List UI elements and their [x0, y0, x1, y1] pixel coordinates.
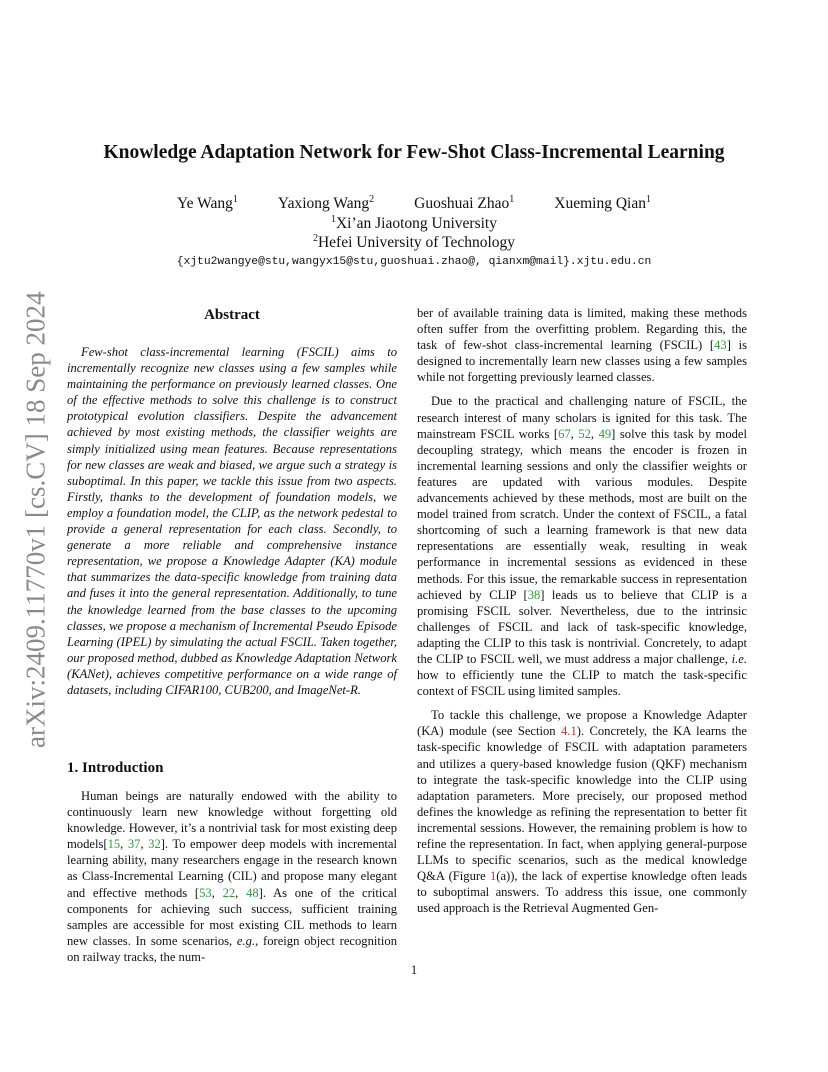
- author-emails: {xjtu2wangye@stu,wangyx15@stu,guoshuai.zhao@, qianxm@mail}.xjtu.edu.cn: [176, 256, 652, 268]
- introduction-text: [67, 788, 397, 965]
- paragraph: ber of available training data is limited, making these methods often suffer from the overfitting problem. Regarding this, the task of few-shot class-incremental learning (FSCIL) [43] is designed to incrementally learn new classes using a few samples while not forgetting previously learned classes.: [417, 306, 747, 385]
- paragraph: Due to the practical and challenging nature of FSCIL, the research interest of many scholars is ignited for this task. The mainstream FSCIL works [67, 52, 49] solve this task by model decoupling strategy, which means the encoder is frozen in incremental learning sessions and only the classifier weights or features are updated with various modules. Despite advancements achieved by these methods, most are built on the model trained from scratch. Under the context of FSCIL, a fatal shortcoming of such a learning framework is that new data representations are essentially weak, resulting in weak performance in incremental sessions as evidenced in these methods. For this issue, the remarkable success in representation achieved by CLIP [38] leads us to believe that CLIP is a promising FSCIL solver. Nevertheless, due to the intrinsic challenges of FSCIL and lack of task-specific knowledge, adapting the CLIP to this task is nontrivial. Concretely, to adapt the CLIP to FSCIL well, we must address a major challenge, i.e. how to efficiently tune the CLIP to match the task-specific context of FSCIL using limited samples.: [417, 394, 748, 699]
- citation-link[interactable]: 53: [199, 885, 212, 900]
- introduction-heading: 1. Introduction: [67, 760, 164, 776]
- citation-link[interactable]: 15: [107, 837, 121, 852]
- affiliation: $^2$Hefei University of Technology: [312, 233, 516, 252]
- citation-link[interactable]: 38: [527, 587, 541, 602]
- author: Ye Wang$^1$: [177, 194, 238, 213]
- abstract-heading: Abstract: [204, 307, 260, 323]
- right-column-text: [417, 305, 747, 916]
- paragraph: To tackle this challenge, we propose a Knowledge Adapter (KA) module (see Section 4.1). Concretely, the KA learns the task-specific knowledge of FSCIL with adaptation parameters and utilizes a query-based knowledge fusion (QKF) mechanism to integrate the task-specific knowledge into the CLIP using adaptation parameters. More precisely, our proposed method defines the knowledge as refining the representation to better fit incremental sessions. However, the remaining problem is how to refine the representation. In fact, when applying general-purpose LLMs to specific scenarios, such as the medical knowledge Q&A (Figure 1(a)), the lack of expertise knowledge often leads to suboptimal answers. To address this issue, one commonly used approach is the Retrieval Augmented Gen-: [417, 708, 747, 916]
- arxiv-identifier: arXiv:2409.11770v1 [cs.CV] 18 Sep 2024: [20, 291, 51, 749]
- author: Yaxiong Wang$^2$: [277, 194, 375, 213]
- citation-link[interactable]: 48: [246, 885, 259, 900]
- page-number: 1: [410, 963, 418, 977]
- citation-link[interactable]: 37: [127, 837, 141, 852]
- citation-link[interactable]: 43: [714, 338, 727, 353]
- abstract-text: Few-shot class-incremental learning (FSCIL) aims to incrementally recognize new classes using a few samples while maintaining the performance on previously learned classes. One of the effective methods to solve this challenge is to construct prototypical evolution classifiers. Despite the advancement achieved by most existing methods, the classifier weights are simply initialized using mean features. Because representations for new classes are weak and biased, we argue such a strategy is suboptimal. In this paper, we tackle this issue from two aspects. Firstly, thanks to the development of foundation models, we employ a foundation model, the CLIP, as the network pedestal to provide a general representation for each class. Secondly, to generate a more reliable and comprehensive instance representation, we propose a Knowledge Adapter (KA) module that summarizes the data-specific knowledge from training data and fuses it into the general representation. Additionally, to tune the knowledge learned from the base classes to the upcoming classes, we propose a mechanism of Incremental Pseudo Episode Learning (IPEL) by simulating the actual FSCIL. Taken together, our proposed method, dubbed as Knowledge Adaptation Network (KANet), achieves competitive performance on a wide range of datasets, including CIFAR100, CUB200, and ImageNet-R.: [67, 345, 397, 697]
- citation-link[interactable]: 22: [222, 885, 236, 900]
- affiliation: $^1$Xi’an Jiaotong University: [330, 214, 497, 233]
- citation-link[interactable]: 49: [598, 426, 612, 441]
- paper-title: Knowledge Adaptation Network for Few-Shot Class-Incremental Learning: [103, 142, 725, 163]
- author: Xueming Qian$^1$: [554, 194, 651, 213]
- citation-link[interactable]: 52: [578, 426, 591, 441]
- author-list: [100, 194, 728, 213]
- paragraph: Human beings are naturally endowed with the ability to continuously learn new knowledge without forgetting old knowledge. However, it’s a nontrivial task for most existing deep models[15, 37, 32]. To empower deep models with incremental learning ability, many researchers engage in the research known as Class-Incremental Learning (CIL) and propose many elegant and effective methods [53, 22, 48]. As one of the critical components for achieving such success, sufficient training samples are accessible for most existing CIL methods to learn new classes. In some scenarios, e.g., foreign object recognition on railway tracks, the num-: [67, 789, 398, 964]
- citation-link[interactable]: 67: [558, 426, 571, 441]
- citation-link[interactable]: 32: [148, 837, 161, 852]
- section-reference-link[interactable]: 4.1: [561, 724, 577, 739]
- figure-reference-link[interactable]: 1: [489, 869, 497, 884]
- author: Guoshuai Zhao$^1$: [414, 194, 515, 213]
